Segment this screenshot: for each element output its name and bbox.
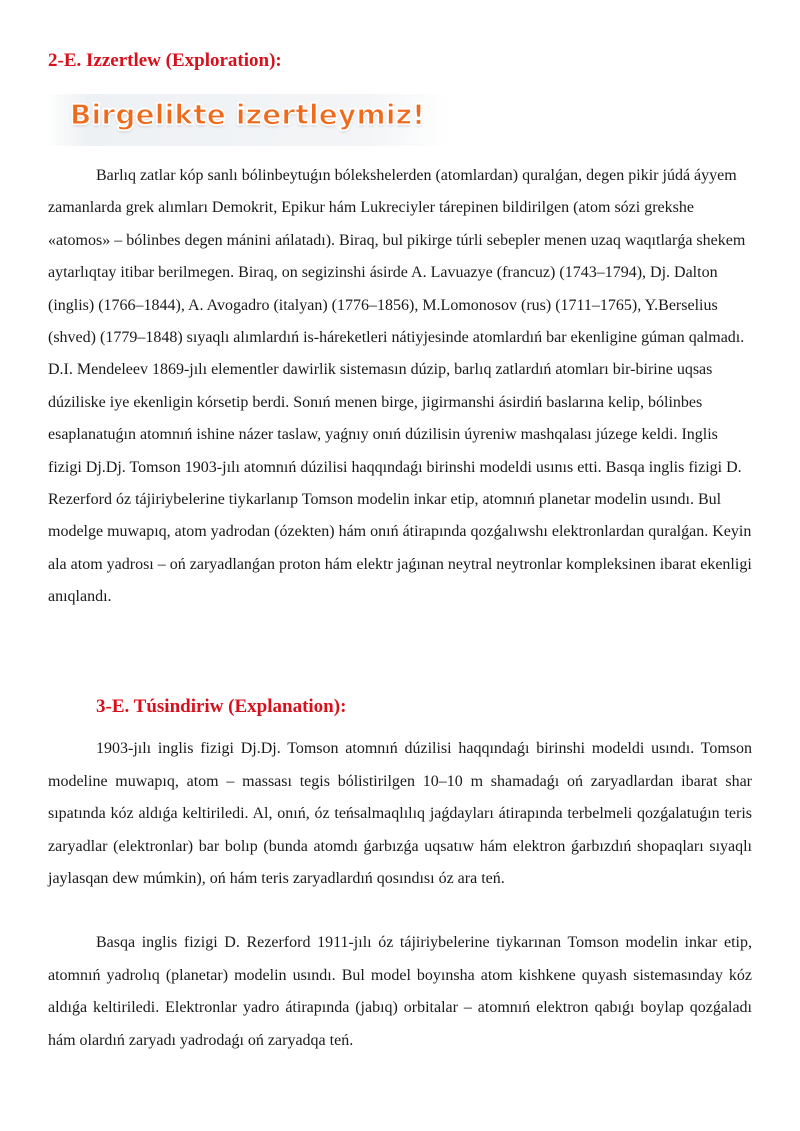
banner-title: Birgelikte izertleymiz! xyxy=(70,98,426,131)
exploration-heading: 2-E. Izzertlew (Exploration): xyxy=(48,50,282,71)
banner xyxy=(46,94,450,146)
explanation-paragraph-1: 1903-jılı inglis fizigi Dj.Dj. Tomson atomnıń dúzilisi haqqındaǵı birinshi modeldi usındı. Tomson modeline muwapıq, atom – massası tegis bólistirilgen 10–10 m shamadaǵı oń zaryadlardan ibarat shar sıpatında kóz aldıǵa keltiriledi. Al, onıń, óz teńsalmaqlılıq jaǵdayları átirapında terbelmeli qozǵalatuǵın teris zaryadlar (elektronlar) bar bolıp (bunda atomdı ǵarbızǵa uqsatıw hám elektron ǵarbızdıń shopaqları sıyaqlı jaylasqan dew múmkin), oń hám teris zaryadlardıń qosındısı óz ara teń. xyxy=(48,740,752,887)
explanation-heading: 3-E. Túsindiriw (Explanation): xyxy=(96,696,347,717)
explanation-paragraph-2: Basqa inglis fizigi D. Rezerford 1911-jılı óz tájiriybelerine tiykarınan Tomson modelin inkar etip, atomnıń yadrolıq (planetar) modelin usındı. Bul model boyınsha atom kishkene quyash sistemasınday kóz aldıǵa keltiriledi. Elektronlar yadro átirapında (jabıq) orbitalar – atomnıń elektron qabıǵı boylap qozǵaladı hám olardıń zaryadı yadrodaǵı oń zaryadqa teń. xyxy=(48,934,752,1049)
exploration-paragraph: Barlıq zatlar kóp sanlı bólinbeytuǵın bólekshelerden (atomlardan) quralǵan, degen pikir júdá áyyem zamanlarda grek alımları Demokrit, Epikur hám Lukreciyler tárepinen bildirilgen (atom sózi grekshe «atomos» – bólinbes degen mánini ańlatadı). Biraq, bul pikirge túrli sebepler menen uzaq waqıtlarǵa shekem aytarlıqtay itibar berilmegen. Biraq, on segizinshi ásirde A. Lavuazye (francuz) (1743–1794), Dj. Dalton (inglis) (1766–1844), A. Avogadro (italyan) (1776–1856), M.Lomonosov (rus) (1711–1765), Y.Berselius (shved) (1779–1848) sıyaqlı alımlardıń is-háreketleri nátiyjesinde atomlardıń bar ekenligine gúman qalmadı. D.I. Mendeleev 1869-jılı elementler dawirlik sistemasın dúzip, barlıq zatlardıń atomları bir-birine uqsas dúziliske iye ekenligin kórsetip berdi. Sonıń menen birge, jigirmanshi ásirdiń baslarına kelip, bólinbes esaplanatuǵın atomnıń ishine názer taslaw, yaǵnıy onıń dúzilisin úyreniw mashqalası júzege keldi. Inglis fizigi Dj.Dj. Tomson 1903-jılı atomnıń dúzilisi haqqındaǵı birinshi modeldi usınıs etti. Basqa inglis fizigi D. Rezerford óz tájiriybelerine tiykarlanıp Tomson modelin inkar etip, atomnıń planetar modelin usındı. Bul modelge muwapıq, atom yadrodan (ózekten) hám onıń átirapında qozǵalıwshı elektronlardan quralǵan. Keyin ala atom yadrosı – oń zaryadlanǵan proton hám elektr jaǵınan neytral neytronlar kompleksinen ibarat ekenligi anıqlandı. xyxy=(48,167,752,606)
